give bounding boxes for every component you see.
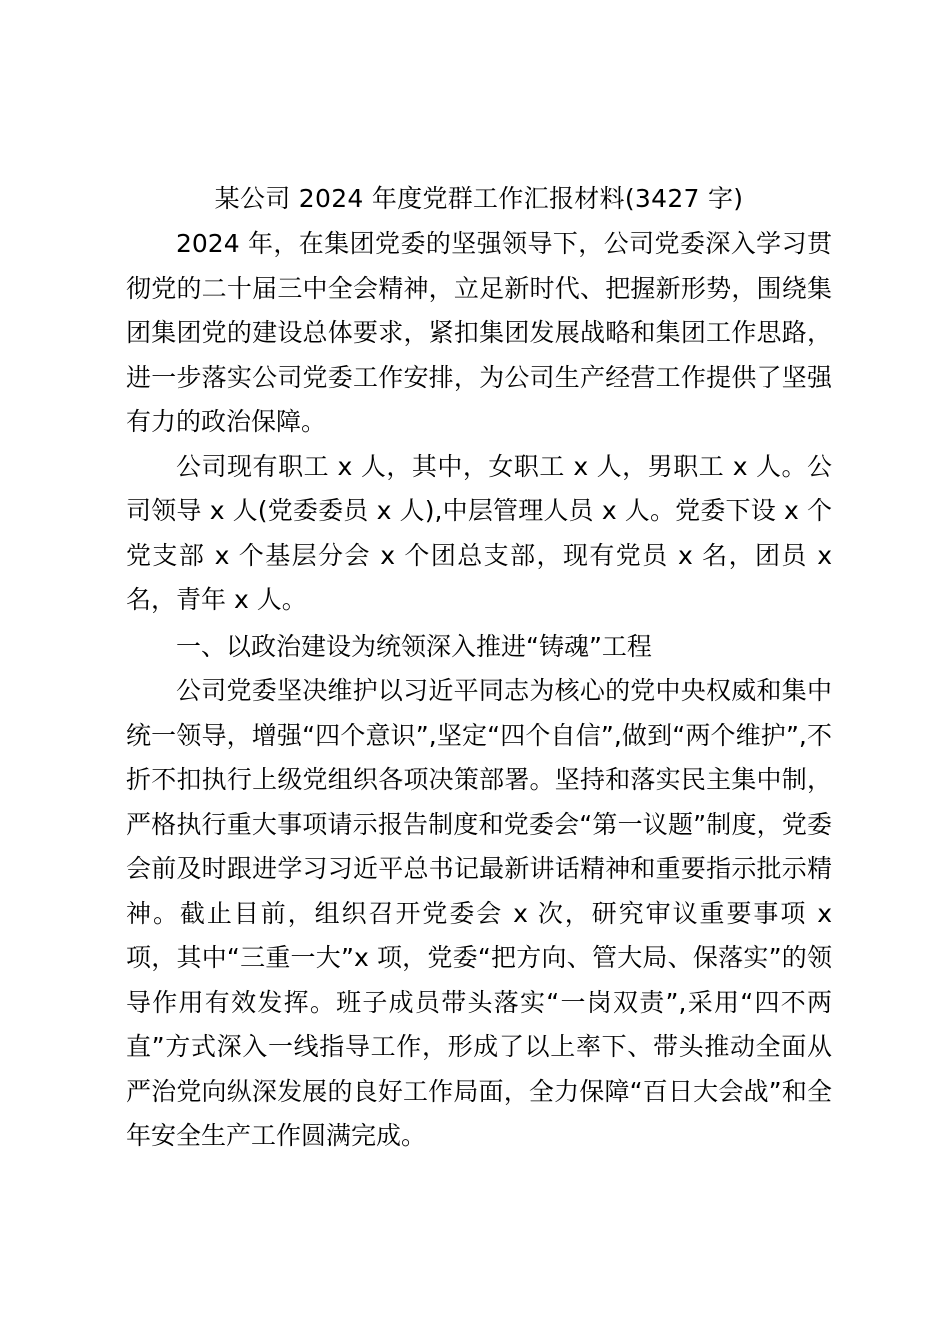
document-page: [126, 176, 832, 1159]
intro-paragraph: 2024 年，在集团党委的坚强领导下，公司党委深入学习贯彻党的二十届三中全会精神，立足新时代、把握新形势，围绕集团集团党的建设总体要求，紧扣集团发展战略和集团工作思路，进一步落实公司党委工作安排，为公司生产经营工作提供了坚强有力的政治保障。: [126, 229, 832, 436]
section-heading: 一、以政治建设为统领深入推进“铸魂”工程: [176, 631, 652, 661]
staff-paragraph: 公司现有职工 x 人，其中，女职工 x 人，男职工 x 人。公司领导 x 人(党委委员 x 人),中层管理人员 x 人。党委下设 x 个党支部 x 个基层分会 x 个团总支部，现有党员 x 名，团员 x 名，青年 x 人。: [126, 451, 832, 614]
section-paragraph: 公司党委坚决维护以习近平同志为核心的党中央权威和集中统一领导，增强“四个意识”,坚定“四个自信”,做到“两个维护”,不折不扣执行上级党组织各项决策部署。坚持和落实民主集中制，严格执行重大事项请示报告制度和党委会“第一议题”制度，党委会前及时跟进学习习近平总书记最新讲话精神和重要指示批示精神。截止目前，组织召开党委会 x 次，研究审议重要事项 x 项，其中“三重一大”x 项，党委“把方向、管大局、保落实”的领导作用有效发挥。班子成员带头落实“一岗双责”,采用“四不两直”方式深入一线指导工作，形成了以上率下、带头推动全面从严治党向纵深发展的良好工作局面，全力保障“百日大会战”和全年安全生产工作圆满完成。: [126, 676, 832, 1150]
document-title: 某公司 2024 年度党群工作汇报材料(3427 字): [214, 184, 744, 213]
